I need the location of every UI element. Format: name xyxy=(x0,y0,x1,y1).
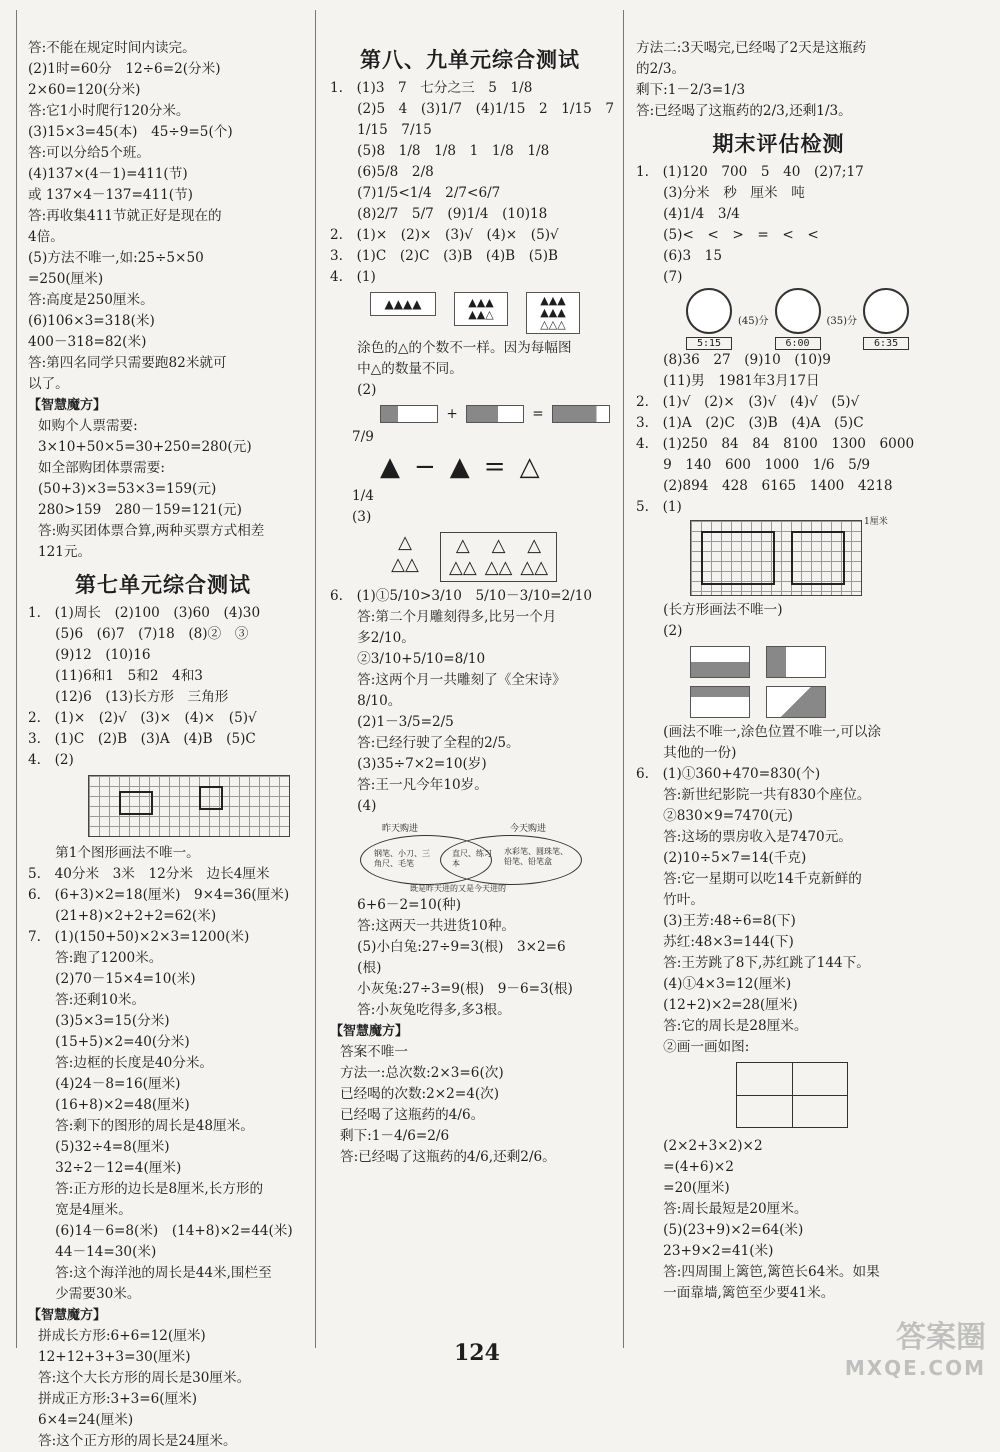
answer-line: 答:还剩10米。 xyxy=(28,992,146,1008)
answer-line: (9)12 (10)16 xyxy=(28,647,151,663)
watermark-text: 答案圈 xyxy=(896,1320,986,1355)
answer-line: (7) xyxy=(636,269,683,285)
answer-line: (12)6 (13)长方形 三角形 xyxy=(28,689,229,705)
answer-line: 答:正方形的边长是8厘米,长方形的 xyxy=(28,1181,264,1197)
answer-line: (8)2/7 5/7 (9)1/4 (10)18 xyxy=(330,206,548,222)
venn-left-title: 昨天购进 xyxy=(382,824,419,834)
triangle-group-2: ▲▲▲ ▲▲△ xyxy=(454,292,508,326)
column-rule-1 xyxy=(315,10,316,1348)
triangle-shape-2: ▲ xyxy=(449,452,470,482)
answer-line: 7. (1)(150+50)×2×3=1200(米) xyxy=(28,929,250,945)
shaded-rectangles-figure xyxy=(690,646,921,718)
answer-line: (长方形画法不唯一) xyxy=(636,602,783,618)
answer-line: 答:剩下的图形的周长是48厘米。 xyxy=(28,1118,254,1134)
triangle-group-1: ▲▲▲▲ xyxy=(370,292,436,316)
answer-line: (5)方法不唯一,如:25÷5×50 xyxy=(28,250,204,266)
answer-line: 32÷2－12=4(厘米) xyxy=(28,1160,182,1176)
answer-line: 答案不唯一 xyxy=(340,1044,408,1060)
middle-column xyxy=(330,38,615,1168)
answer-line: (15+5)×2=40(分米) xyxy=(28,1034,190,1050)
answer-line: 答:高度是250厘米。 xyxy=(28,292,154,308)
answer-line: 已经喝的次数:2×2=4(次) xyxy=(340,1086,500,1102)
fraction-seven-ninths: 7/9 xyxy=(352,429,374,445)
answer-line: 方法二:3天喝完,已经喝了2天是这瓶药 xyxy=(636,40,867,56)
answer-line: 或 137×4－137=411(节) xyxy=(28,187,193,203)
triangle-shape-3: △ xyxy=(519,452,540,482)
answer-line: 答:不能在规定时间内读完。 xyxy=(28,40,196,56)
answer-line: (2)1时=60分 12÷6=2(分米) xyxy=(28,61,221,77)
answer-line: (11)男 1981年3月17日 xyxy=(636,373,820,389)
watermark-url: MXQE.COM xyxy=(844,1356,986,1380)
answer-line: 答:它1小时爬行120分米。 xyxy=(28,103,190,119)
answer-line: (11)6和1 5和2 4和3 xyxy=(28,668,203,684)
answer-line: ②画一画如图: xyxy=(636,1039,750,1055)
answer-line: (8)36 27 (9)10 (10)9 xyxy=(636,352,831,368)
answer-line: (根) xyxy=(330,960,382,976)
left-column xyxy=(28,38,298,1452)
answer-line: ②3/10+5/10=8/10 xyxy=(330,651,486,667)
triangles-grouping-figure xyxy=(380,532,610,582)
grid-figure xyxy=(88,775,290,837)
answer-line: 中△的数量不同。 xyxy=(330,361,463,377)
unit7-answers-continued xyxy=(28,843,298,1305)
answer-line: 44－14=30(米) xyxy=(28,1244,157,1260)
answer-line: (画法不唯一,涂色位置不唯一,可以涂 xyxy=(636,724,882,740)
clock-3 xyxy=(863,288,909,350)
answer-line: (4)24－8=16(厘米) xyxy=(28,1076,181,1092)
answer-line: 3. (1)A (2)C (3)B (4)A (5)C xyxy=(636,415,864,431)
answer-line: 1/15 7/15 xyxy=(330,122,432,138)
answer-line: 6+6－2=10(种) xyxy=(330,897,462,913)
answer-line: (3)王芳:48÷6=8(下) xyxy=(636,913,796,929)
answer-line: (5)6 (6)7 (7)18 (8)② ③ xyxy=(28,626,249,642)
answer-line: (5)小白兔:27÷9=3(根) 3×2=6 xyxy=(330,939,566,955)
answer-line: 涂色的△的个数不一样。因为每幅图 xyxy=(330,340,572,356)
final-exam-heading: 期末评估检测 xyxy=(712,132,845,156)
answer-line: 8/10。 xyxy=(330,693,402,709)
answer-line: 竹叶。 xyxy=(636,892,704,908)
venn-right-title: 今天购进 xyxy=(510,824,547,834)
final-exam-answers-2 xyxy=(636,350,921,518)
answer-line: (2)70－15×4=10(米) xyxy=(28,971,196,987)
answer-line: 第1个图形画法不唯一。 xyxy=(28,845,200,861)
unit89-answers xyxy=(330,78,615,288)
right-column xyxy=(636,38,921,1304)
page-number: 124 xyxy=(454,1340,500,1366)
triangle-group-a: △ △△ xyxy=(391,532,419,575)
answer-line: (21+8)×2+2+2=62(米) xyxy=(28,908,217,924)
fraction-bars-figure xyxy=(380,405,610,423)
rectangle-grid-figure xyxy=(690,517,921,596)
answer-line: (4)1/4 3/4 xyxy=(636,206,740,222)
rectangle-shape xyxy=(119,791,153,815)
answer-line: 1. (1)3 7 七分之三 5 1/8 xyxy=(330,80,533,96)
answer-line: 的2/3。 xyxy=(636,61,686,77)
clock-time-1: 5:15 xyxy=(686,337,732,350)
answer-line: 答:再收集411节就正好是现在的 xyxy=(28,208,222,224)
answer-line: 400－318=82(米) xyxy=(28,334,147,350)
answer-line: (16+8)×2=48(厘米) xyxy=(28,1097,190,1113)
divided-square-figure xyxy=(736,1062,848,1128)
answer-line: 少需要30米。 xyxy=(28,1286,141,1302)
answer-line: 答:跑了1200米。 xyxy=(28,950,163,966)
square-shape xyxy=(199,786,223,810)
answer-line: 6. (1)①5/10>3/10 5/10－3/10=2/10 xyxy=(330,588,593,604)
answer-line: (3)35÷7×2=10(岁) xyxy=(330,756,487,772)
answer-line: 3. (1)C (2)C (3)B (4)B (5)B xyxy=(330,248,558,264)
venn-caption: 既是昨天进的又是今天进的 xyxy=(410,884,506,893)
answer-line: 小灰兔:27÷3=9(根) 9－6=3(根) xyxy=(330,981,573,997)
answer-line: 6. (6+3)×2=18(厘米) 9×4=36(厘米) xyxy=(28,887,290,903)
answer-line: 5. (1) xyxy=(636,499,682,515)
answer-line: 答:这两天一共进货10种。 xyxy=(330,918,516,934)
answer-line: =20(厘米) xyxy=(636,1180,730,1196)
answer-line: 答:可以分给5个班。 xyxy=(28,145,150,161)
answer-line: (2)5 4 (3)1/7 (4)1/15 2 1/15 7 xyxy=(330,101,615,117)
answer-line: 拼成长方形:6+6=12(厘米) xyxy=(38,1328,206,1344)
triangle-group-3: ▲▲▲ ▲▲▲ △△△ xyxy=(526,292,580,334)
fraction-one-quarter: 1/4 xyxy=(352,488,374,504)
answer-line: 答:这个海洋池的周长是44米,围栏至 xyxy=(28,1265,272,1281)
drawn-rectangle-2 xyxy=(791,531,845,585)
answer-line: 1. (1)周长 (2)100 (3)60 (4)30 xyxy=(28,605,261,621)
answer-line: 答:第二个月雕刻得多,比另一个月 xyxy=(330,609,557,625)
column-rule-2 xyxy=(623,10,624,1348)
answer-line: (6)14－6=8(米) (14+8)×2=44(米) xyxy=(28,1223,293,1239)
magic-box-tag-2: 【智慧魔方】 xyxy=(28,1308,107,1323)
answer-line: 答:这个大长方形的周长是30厘米。 xyxy=(38,1370,251,1386)
answer-line: 如购个人票需要: xyxy=(38,418,138,434)
magic-box-answers-3 xyxy=(330,1042,610,1168)
answer-line: (5)(23+9)×2=64(米) xyxy=(636,1222,804,1238)
answer-line: 3×10+50×5=30+250=280(元) xyxy=(38,439,252,455)
answer-line: (2) xyxy=(636,623,683,639)
final-exam-answers-3 xyxy=(636,600,921,642)
answer-line: 4倍。 xyxy=(28,229,64,245)
fraction-bar-1 xyxy=(380,405,438,423)
answer-line: 答:边框的长度是40分米。 xyxy=(28,1055,214,1071)
answer-line: (2)10÷5×7=14(千克) xyxy=(636,850,807,866)
clock-time-2: 6:00 xyxy=(775,337,821,350)
clock-1 xyxy=(686,288,732,350)
answer-line: (4)①4×3=12(厘米) xyxy=(636,976,792,992)
fraction-bar-2 xyxy=(466,405,524,423)
unit89-answers-tail xyxy=(330,895,610,1021)
answer-line: (6)106×3=318(米) xyxy=(28,313,155,329)
answer-line: 答:小灰兔吃得多,多3根。 xyxy=(330,1002,511,1018)
grid-unit-label: 1厘米 xyxy=(864,517,888,527)
answer-line: (4) xyxy=(330,798,377,814)
answer-line: 答:已经喝了这瓶药的2/3,还剩1/3。 xyxy=(636,103,852,119)
method-two-answers xyxy=(636,38,921,122)
answer-line: (3)5×3=15(分米) xyxy=(28,1013,170,1029)
fraction-bar-3 xyxy=(552,405,610,423)
venn-overlap-items: 直尺、练习本 xyxy=(452,849,492,868)
answer-line: 2. (1)√ (2)× (3)√ (4)√ (5)√ xyxy=(636,394,860,410)
answer-line: 剩下:1－4/6=2/6 xyxy=(340,1128,450,1144)
clock-interval-2: (35)分 xyxy=(826,315,858,327)
answer-line: =(4+6)×2 xyxy=(636,1159,734,1175)
magic-box-answers xyxy=(28,416,298,563)
answer-line: (12+2)×2=28(厘米) xyxy=(636,997,798,1013)
clock-time-3: 6:35 xyxy=(863,337,909,350)
answer-line: (5)32÷4=8(厘米) xyxy=(28,1139,170,1155)
answer-line: (2)894 428 6165 1400 4218 xyxy=(636,478,893,494)
answer-line: 方法一:总次数:2×3=6(次) xyxy=(340,1065,504,1081)
answer-line: 答:王一凡今年10岁。 xyxy=(330,777,488,793)
answer-line: (3)15×3=45(本) 45÷9=5(个) xyxy=(28,124,233,140)
answer-line: 23+9×2=41(米) xyxy=(636,1243,774,1259)
answer-line: 4. (1) xyxy=(330,269,376,285)
unit7-heading: 第七单元综合测试 xyxy=(75,573,251,597)
answer-line: (6)5/8 2/8 xyxy=(330,164,434,180)
unit7-answers xyxy=(28,603,298,771)
answer-line: 9 140 600 1000 1/6 5/9 xyxy=(636,457,871,473)
answer-line: 答:这场的票房收入是7470元。 xyxy=(636,829,852,845)
venn-diagram xyxy=(360,821,590,891)
answer-line: ②830×9=7470(元) xyxy=(636,808,793,824)
item-label-3: (3) xyxy=(352,509,372,525)
magic-box-tag: 【智慧魔方】 xyxy=(28,398,107,413)
clock-interval-1: (45)分 xyxy=(738,315,769,327)
watermark xyxy=(845,1312,986,1380)
answer-line: 答:购买团体票合算,两种买票方式相差 xyxy=(38,523,265,539)
answer-line: 答:周长最短是20厘米。 xyxy=(636,1201,808,1217)
answer-line: 答:这两个月一共雕刻了《全宋诗》 xyxy=(330,672,566,688)
plus-sign: + xyxy=(446,406,458,422)
unit89-heading: 第八、九单元综合测试 xyxy=(360,48,580,72)
answer-line: 答:已经行驶了全程的2/5。 xyxy=(330,735,520,751)
answer-line: (5)8 1/8 1/8 1 1/8 1/8 xyxy=(330,143,550,159)
answer-line: 280>159 280－159=121(元) xyxy=(38,502,242,518)
magic-box-tag-3: 【智慧魔方】 xyxy=(330,1024,409,1039)
answer-line: 5. 40分米 3米 12分米 边长4厘米 xyxy=(28,866,270,882)
answer-line: 6×4=24(厘米) xyxy=(38,1412,134,1428)
unit89-question6 xyxy=(330,586,610,817)
answer-line: 答:四周围上篱笆,篱笆长64米。如果 xyxy=(636,1264,880,1280)
answer-line: 答:已经喝了这瓶药的4/6,还剩2/6。 xyxy=(340,1149,556,1165)
answer-line: 4. (1)250 84 84 8100 1300 6000 xyxy=(636,436,915,452)
answer-line: 苏红:48×3=144(下) xyxy=(636,934,794,950)
answer-line: (6)3 15 xyxy=(636,248,722,264)
answer-line: (2) xyxy=(330,382,377,398)
answer-line: 以了。 xyxy=(28,376,69,392)
answer-line: 2. (1)× (2)√ (3)× (4)× (5)√ xyxy=(28,710,257,726)
triangle-subtraction-figure: ▲ − ▲ = △ xyxy=(380,452,540,482)
answer-line: 4. (2) xyxy=(28,752,74,768)
clock-2 xyxy=(775,288,821,350)
answer-line: 答:第四名同学只需要跑82米就可 xyxy=(28,355,227,371)
answer-line: (5)< < > = < < xyxy=(636,227,819,243)
unit89-explanation xyxy=(330,338,610,401)
final-exam-answers-4 xyxy=(636,722,921,1058)
answer-line: 答:新世纪影院一共有830个座位。 xyxy=(636,787,871,803)
answer-line: 拼成正方形:3+3=6(厘米) xyxy=(38,1391,198,1407)
triangle-groups-figure xyxy=(370,292,610,334)
answer-line: (2)1－3/5=2/5 xyxy=(330,714,454,730)
answer-line: (2×2+3×2)×2 xyxy=(636,1138,763,1154)
answer-line: =250(厘米) xyxy=(28,271,104,287)
clocks-figure xyxy=(686,288,921,350)
answer-line: 12+12+3+3=30(厘米) xyxy=(38,1349,191,1365)
answer-line: 1. (1)120 700 5 40 (2)7;17 xyxy=(636,164,864,180)
triangle-group-box: △ △△ △ △△ △ △△ xyxy=(440,532,557,582)
answer-line: 剩下:1－2/3=1/3 xyxy=(636,82,746,98)
drawn-rectangle-1 xyxy=(701,531,775,585)
answer-line: (7)1/5<1/4 2/7<6/7 xyxy=(330,185,501,201)
answer-line: 答:它的周长是28厘米。 xyxy=(636,1018,808,1034)
final-exam-answers xyxy=(636,162,921,288)
answer-line: 已经喝了这瓶药的4/6。 xyxy=(340,1107,485,1123)
final-exam-answers-5 xyxy=(636,1136,921,1304)
answer-line: 宽是4厘米。 xyxy=(28,1202,132,1218)
answer-line: 2. (1)× (2)× (3)√ (4)× (5)√ xyxy=(330,227,559,243)
equals-sign: = xyxy=(532,406,544,422)
answer-line: 其他的一份) xyxy=(636,745,737,761)
answer-line: (4)137×(4－1)=411(节) xyxy=(28,166,188,182)
answer-line: 答:王芳跳了8下,苏红跳了144下。 xyxy=(636,955,870,971)
answer-line: 一面靠墙,篱笆至少要41米。 xyxy=(636,1285,835,1301)
left-margin-rule xyxy=(16,10,17,1348)
answer-line: 3. (1)C (2)B (3)A (4)B (5)C xyxy=(28,731,256,747)
triangle-shape-1: ▲ xyxy=(380,452,400,482)
answer-line: (3)分米 秒 厘米 吨 xyxy=(636,185,805,201)
answer-line: 多2/10。 xyxy=(330,630,415,646)
venn-right-items: 水彩笔、圆珠笔、铅笔、铅笔盒 xyxy=(504,847,568,866)
answer-line: 答:这个正方形的周长是24厘米。 xyxy=(38,1433,237,1449)
unit6-answers xyxy=(28,38,298,395)
answer-line: 2×60=120(分米) xyxy=(28,82,141,98)
answer-line: 121元。 xyxy=(38,544,92,560)
answer-line: 6. (1)①360+470=830(个) xyxy=(636,766,821,782)
magic-box-answers-2 xyxy=(28,1326,298,1452)
answer-line: 答:它一星期可以吃14千克新鲜的 xyxy=(636,871,862,887)
venn-left-items: 钢笔、小刀、三角尺、毛笔 xyxy=(374,849,430,868)
answer-line: 如全部购团体票需要: xyxy=(38,460,165,476)
answer-line: (50+3)×3=53×3=159(元) xyxy=(38,481,217,497)
